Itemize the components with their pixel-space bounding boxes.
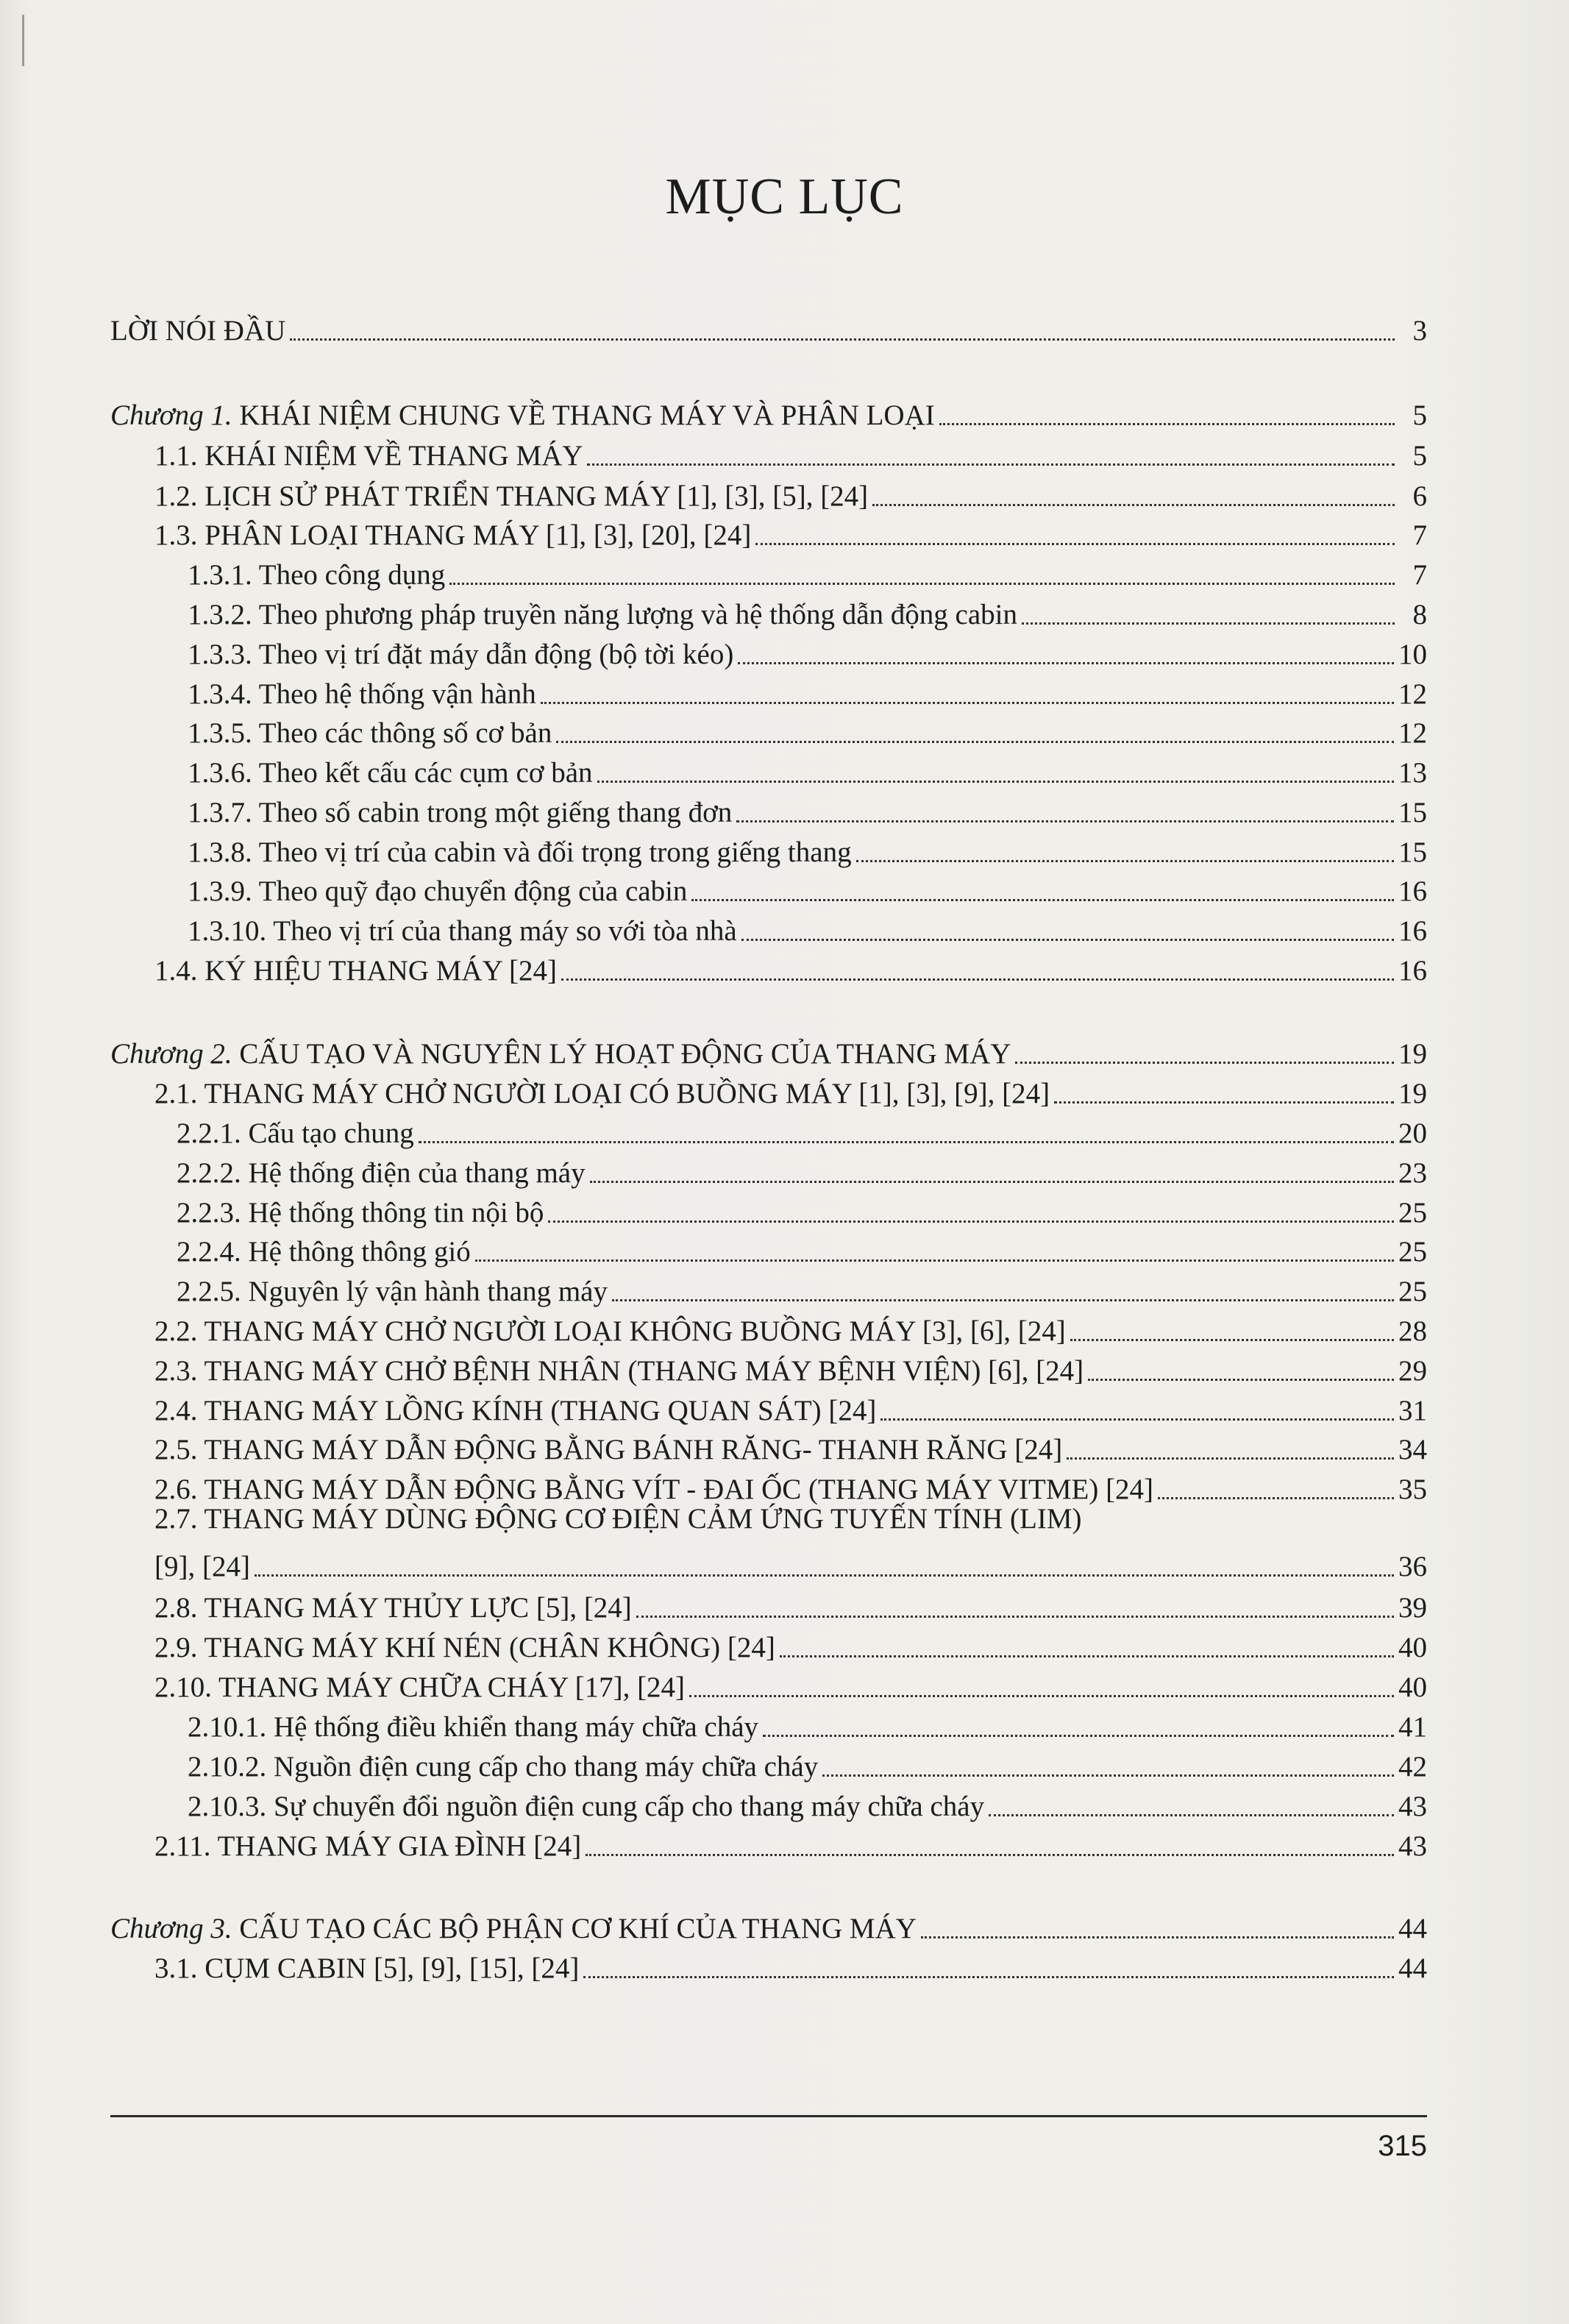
toc-entry[interactable]: [110, 593, 1427, 631]
toc-entry-page: 43: [1398, 1791, 1427, 1822]
toc-entry-label: 1.3.3. Theo vị trí đặt máy dẫn động (bộ tời kéo): [188, 639, 734, 670]
toc-entry-page: 8: [1412, 599, 1427, 630]
toc-entry-label: 1.1. KHÁI NIỆM VỀ THANG MÁY: [154, 440, 583, 472]
leader-dots: [1088, 1379, 1394, 1381]
toc-entry[interactable]: [110, 1389, 1427, 1427]
toc-entry-page: 20: [1398, 1117, 1427, 1149]
toc-entry-page: 25: [1398, 1236, 1427, 1268]
toc-entry[interactable]: [110, 1349, 1427, 1387]
leader-dots: [856, 860, 1394, 862]
leader-dots: [780, 1655, 1394, 1657]
toc-entry[interactable]: [110, 1191, 1427, 1229]
toc-entry[interactable]: [110, 1151, 1427, 1190]
toc-entry-label: 1.4. KÝ HIỆU THANG MÁY [24]: [154, 955, 558, 987]
toc-entry-label: 2.2.1. Cấu tạo chung: [177, 1117, 414, 1149]
toc-entry-page: 25: [1398, 1276, 1427, 1307]
leader-dots: [755, 543, 1395, 545]
toc-entry-page: 6: [1412, 480, 1427, 512]
leader-dots: [561, 978, 1394, 981]
toc-entry[interactable]: [110, 870, 1427, 908]
leader-dots: [587, 463, 1395, 466]
toc-entry[interactable]: [110, 1626, 1427, 1664]
toc-entry-page: 16: [1398, 955, 1427, 987]
toc-entry[interactable]: [110, 1785, 1427, 1823]
toc-entry-label: 2.8. THANG MÁY THỦY LỰC [5], [24]: [154, 1592, 632, 1624]
toc-entry[interactable]: [110, 909, 1427, 948]
leader-dots: [1158, 1497, 1394, 1499]
toc-entry-label: 1.3. PHÂN LOẠI THANG MÁY [1], [3], [20], [24]: [154, 519, 752, 551]
toc-entry-line1: 2.7. THANG MÁY DÙNG ĐỘNG CƠ ĐIỆN CẢM ỨNG TUYẾN TÍNH (LIM): [154, 1503, 1082, 1535]
toc-entry[interactable]: [110, 553, 1427, 591]
leader-dots: [1022, 622, 1395, 625]
leader-dots: [290, 338, 1395, 341]
toc-entry[interactable]: [110, 1586, 1427, 1624]
leader-dots: [689, 1695, 1394, 1697]
toc-entry-page: 5: [1412, 440, 1427, 472]
toc-entry-label: KHÁI NIỆM CHUNG VỀ THANG MÁY VÀ PHÂN LOẠI: [232, 399, 935, 431]
toc-entry-page: 44: [1398, 1913, 1427, 1944]
toc-entry-label: 2.9. THANG MÁY KHÍ NÉN (CHÂN KHÔNG) [24]: [154, 1632, 775, 1663]
toc-entry[interactable]: [110, 1824, 1427, 1863]
toc-entry-label: 2.10. THANG MÁY CHỮA CHÁY [17], [24]: [154, 1671, 686, 1703]
toc-entry[interactable]: [110, 1428, 1427, 1466]
toc-entry-page: 43: [1398, 1830, 1427, 1862]
toc-entry-page: 36: [1398, 1551, 1427, 1582]
leader-dots: [763, 1735, 1394, 1737]
leader-dots: [921, 1936, 1394, 1939]
chapter-prefix: Chương 1.: [110, 399, 232, 431]
toc-entry-label: [9], [24]: [154, 1551, 250, 1582]
toc-entry-page: 28: [1398, 1315, 1427, 1347]
toc-entry-label: 2.11. THANG MÁY GIA ĐÌNH [24]: [154, 1830, 582, 1862]
toc-entry-page: 41: [1398, 1711, 1427, 1743]
toc-entry-page: 16: [1398, 875, 1427, 907]
leader-dots: [989, 1814, 1394, 1816]
toc-entry[interactable]: [110, 1666, 1427, 1704]
toc-entry-page: 39: [1398, 1592, 1427, 1624]
leader-dots: [475, 1259, 1394, 1262]
leader-dots: [556, 741, 1394, 743]
toc-entry-page: 16: [1398, 915, 1427, 947]
toc-entry[interactable]: [110, 791, 1427, 829]
toc-entry-label: 2.2.4. Hệ thông thông gió: [177, 1236, 471, 1268]
toc-entry[interactable]: [110, 1545, 1427, 1583]
toc-entry[interactable]: [110, 949, 1427, 987]
toc-entry-page: 15: [1398, 797, 1427, 828]
toc-entry-label: LỜI NÓI ĐẦU: [110, 315, 286, 347]
toc-entry-page: 19: [1398, 1078, 1427, 1109]
leader-dots: [449, 583, 1395, 585]
toc-entry-label: 1.3.4. Theo hệ thống vận hành: [188, 678, 536, 710]
toc-entry-label: 2.2.2. Hệ thống điện của thang máy: [177, 1157, 586, 1189]
toc-entry[interactable]: [110, 475, 1427, 513]
toc-entry[interactable]: [110, 434, 1427, 472]
leader-dots: [419, 1141, 1394, 1143]
toc-entry-label: CẤU TẠO VÀ NGUYÊN LÝ HOẠT ĐỘNG CỦA THANG MÁY: [232, 1038, 1011, 1070]
toc-entry-page: 7: [1412, 559, 1427, 591]
toc-entry-page: 40: [1398, 1671, 1427, 1703]
toc-entry-label: 2.10.3. Sự chuyển đổi nguồn điện cung cấp cho thang máy chữa cháy: [188, 1791, 985, 1822]
toc-entry-page: 29: [1398, 1355, 1427, 1387]
toc-entry-page: 35: [1398, 1474, 1427, 1505]
leader-dots: [1067, 1457, 1394, 1460]
toc-entry-label: 2.10.1. Hệ thống điều khiển thang máy chữa cháy: [188, 1711, 759, 1743]
toc-entry-label: 1.3.9. Theo quỹ đạo chuyển động của cabin: [188, 875, 688, 907]
leader-dots: [586, 1854, 1394, 1856]
leader-dots: [590, 1181, 1394, 1183]
leader-dots: [255, 1574, 1394, 1577]
toc-entry-page: 12: [1398, 678, 1427, 710]
toc-entry-page: 7: [1412, 519, 1427, 551]
toc-entry[interactable]: [110, 831, 1427, 869]
leader-dots: [548, 1220, 1394, 1223]
toc-entry-page: 3: [1412, 315, 1427, 347]
toc-entry-label: 1.3.6. Theo kết cấu các cụm cơ bản: [188, 757, 593, 789]
toc-entry-page: 19: [1398, 1038, 1427, 1070]
toc-entry-label: 1.3.2. Theo phương pháp truyền năng lượng và hệ thống dẫn động cabin: [188, 599, 1018, 630]
toc-entry-chapter-2[interactable]: [110, 1032, 1427, 1070]
toc-entry[interactable]: [110, 751, 1427, 789]
toc-entry[interactable]: [110, 1310, 1427, 1348]
leader-dots: [1015, 1062, 1394, 1064]
footer-rule: [110, 2115, 1427, 2117]
leader-dots: [880, 1418, 1394, 1421]
toc-entry-chapter-3[interactable]: [110, 1907, 1427, 1945]
chapter-prefix: Chương 2.: [110, 1038, 232, 1070]
toc-entry-label: CẤU TẠO CÁC BỘ PHẬN CƠ KHÍ CỦA THANG MÁY: [232, 1913, 917, 1944]
toc-entry-label: 1.3.7. Theo số cabin trong một giếng thang đơn: [188, 797, 733, 828]
toc-entry[interactable]: [110, 514, 1427, 552]
leader-dots: [612, 1299, 1394, 1301]
toc-entry-page: 40: [1398, 1632, 1427, 1663]
toc-entry-page: 23: [1398, 1157, 1427, 1189]
toc-entry-page: 13: [1398, 757, 1427, 789]
page-title: MỤC LỤC: [665, 168, 904, 225]
toc-entry[interactable]: [110, 633, 1427, 671]
toc-entry-label: 1.2. LỊCH SỬ PHÁT TRIỂN THANG MÁY [1], [3], [5], [24]: [154, 480, 869, 512]
toc-entry-label: 1.3.10. Theo vị trí của thang máy so với tòa nhà: [188, 915, 737, 947]
toc-entry-page: 31: [1398, 1395, 1427, 1426]
toc-entry-label: 1.3.1. Theo công dụng: [188, 559, 446, 591]
toc-entry-page: 12: [1398, 717, 1427, 749]
toc-entry-label: 3.1. CỤM CABIN [5], [9], [15], [24]: [154, 1952, 580, 1984]
leader-dots: [1070, 1339, 1394, 1341]
toc-entry-label: 1.3.5. Theo các thông số cơ bản: [188, 717, 552, 749]
page-number: 315: [1378, 2130, 1427, 2162]
leader-dots: [1054, 1101, 1394, 1104]
leader-dots: [691, 899, 1394, 901]
leader-dots: [636, 1616, 1394, 1618]
toc-entry-page: 42: [1398, 1751, 1427, 1783]
toc-entry[interactable]: [110, 1705, 1427, 1744]
leader-dots: [872, 504, 1395, 506]
toc-entry-page: 34: [1398, 1434, 1427, 1465]
toc-entry-label: 2.4. THANG MÁY LỒNG KÍNH (THANG QUAN SÁT) [24]: [154, 1395, 877, 1426]
toc-entry-label: 2.2.3. Hệ thống thông tin nội bộ: [177, 1197, 544, 1229]
leader-dots: [738, 662, 1394, 664]
toc-entry-label: 1.3.8. Theo vị trí của cabin và đối trọng trong giếng thang: [188, 836, 852, 868]
leader-dots: [597, 781, 1394, 783]
leader-dots: [583, 1976, 1394, 1978]
page-edge-mark: [22, 15, 24, 66]
toc-entry-page: 5: [1412, 399, 1427, 431]
toc-entry-page: 44: [1398, 1952, 1427, 1984]
toc-entry-label: 2.6. THANG MÁY DẪN ĐỘNG BẰNG VÍT - ĐAI ỐC (THANG MÁY VITME) [24]: [154, 1474, 1154, 1505]
leader-dots: [741, 939, 1394, 941]
toc-entry-label: 2.2. THANG MÁY CHỞ NGƯỜI LOẠI KHÔNG BUỒNG MÁY [3], [6], [24]: [154, 1315, 1066, 1347]
toc-entry[interactable]: [110, 1947, 1427, 1985]
toc-entry-page: 25: [1398, 1197, 1427, 1229]
toc-entry[interactable]: [110, 1112, 1427, 1150]
toc-entry[interactable]: [110, 672, 1427, 711]
toc-entry[interactable]: [110, 1270, 1427, 1308]
toc-entry-page: 10: [1398, 639, 1427, 670]
chapter-prefix: Chương 3.: [110, 1913, 232, 1944]
leader-dots: [736, 820, 1394, 822]
toc-entry-label: 2.2.5. Nguyên lý vận hành thang máy: [177, 1276, 608, 1307]
toc-entry-label: 2.10.2. Nguồn điện cung cấp cho thang máy chữa cháy: [188, 1751, 819, 1783]
toc-entry-label: 2.1. THANG MÁY CHỞ NGƯỜI LOẠI CÓ BUỒNG MÁY [1], [3], [9], [24]: [154, 1078, 1050, 1109]
toc-entry[interactable]: [110, 711, 1427, 750]
toc-entry[interactable]: [110, 1745, 1427, 1783]
toc-entry-foreword[interactable]: [110, 309, 1427, 347]
toc-entry[interactable]: [110, 1468, 1427, 1506]
leader-dots: [541, 702, 1394, 704]
toc-entry-page: 15: [1398, 836, 1427, 868]
toc-entry[interactable]: [110, 1072, 1427, 1110]
leader-dots: [822, 1774, 1394, 1777]
toc-entry-label: 2.5. THANG MÁY DẪN ĐỘNG BẰNG BÁNH RĂNG- THANH RĂNG [24]: [154, 1434, 1063, 1465]
toc-entry[interactable]: [110, 1230, 1427, 1268]
toc-entry-chapter-1[interactable]: [110, 394, 1427, 432]
leader-dots: [939, 423, 1395, 425]
toc-entry-label: 2.3. THANG MÁY CHỞ BỆNH NHÂN (THANG MÁY BỆNH VIỆN) [6], [24]: [154, 1355, 1084, 1387]
